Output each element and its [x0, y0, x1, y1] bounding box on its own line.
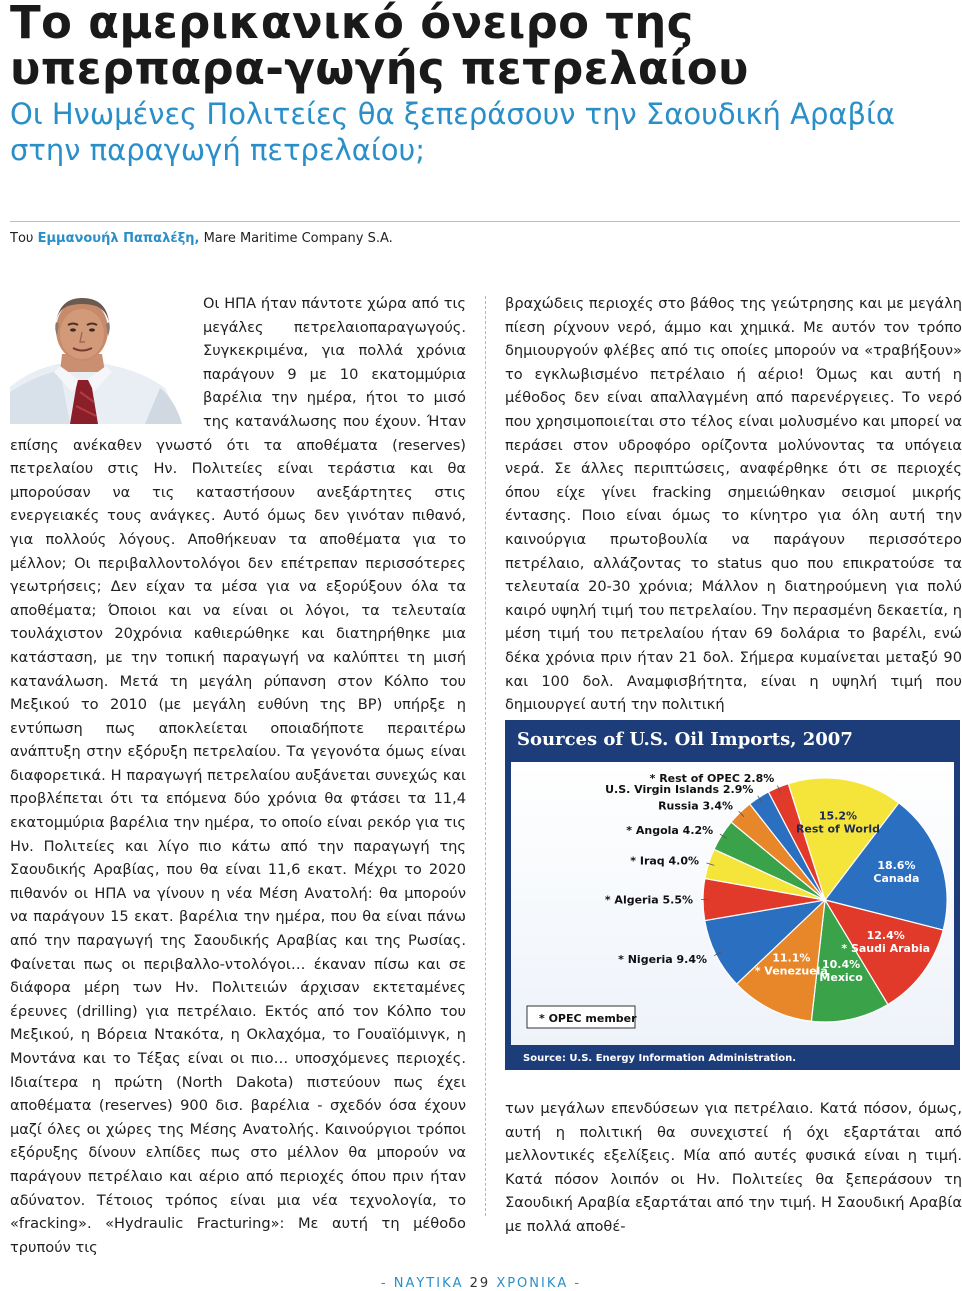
- opec-legend-text: * OPEC member: [539, 1012, 637, 1025]
- pie-label-russia: Russia 3.4%: [658, 799, 733, 813]
- footer-left: - ΝΑΥΤΙΚΑ: [380, 1276, 464, 1291]
- byline: [10, 231, 393, 246]
- author-photo: [10, 292, 195, 424]
- pie-label-algeria: * Algeria 5.5%: [604, 893, 693, 907]
- pie-label-iraq: * Iraq 4.0%: [630, 854, 699, 868]
- pie-label-u-s-virgin-islands: U.S. Virgin Islands 2.9%: [605, 783, 754, 797]
- pie-label-venezuela: 11.1% * Venezuela: [754, 951, 828, 978]
- article-column-2-bottom: [505, 1097, 962, 1239]
- article-column-2-top: [505, 292, 962, 717]
- page-footer: [0, 1276, 962, 1291]
- byline-company: Mare Maritime Company S.A.: [203, 231, 393, 246]
- page-number: 29: [469, 1276, 491, 1291]
- article-column-1: [10, 292, 466, 1259]
- chart-title: Sources of U.S. Oil Imports, 2007: [517, 729, 853, 750]
- column-2-text-top: βραχώδεις περιοχές στο βάθος της γεώτρησης και με μεγάλη πίεση ρίχνουν νερό, άμμο και χημικά. Με αυτόν τον τρόπο δημιουργούν φλέβες από τις οποίες μπορούν να «τραβήξουν» το εγκλωβισμένο πετρέλαιο ή αέριο! Όμως και αυτή η μέθοδος δεν είναι απαλλαγμένη από παρενέργειες. Το νερό που χρησιμοποιείται στο τέλος είναι μολυσμένο και μπορεί να περάσει στον υδροφόρο ορίζοντα μολύνοντας τα υπόγεια νερά. Σε άλλες περιπτώσεις, αναφέρθηκε ότι σε περιοχές όπου είχε γίνει fracking σημειώθηκαν σεισμοί μικρής έντασης. Ποιο είναι όμως το κίνητρο για όλη αυτή την καινούργια πρωτοβουλία να παράγουν περισσότερο πετρέλαιο, αλλάζοντας το status quo που επικρατούσε τα τελευταία 20-30 χρόνια; Μάλλον η διατηρούμενη για πολύ καιρό υψηλή τιμή του πετρελαίου. Την περασμένη δεκαετία, η μέση τιμή του πετρελαίου ήταν 69 δολάρια το βαρέλι, ενώ δέκα χρόνια πριν ήταν 21 δολ. Σήμερα κυμαίνεται μεταξύ 90 και 100 δολ. Αναμφισβήτητα, είναι η υψηλή τιμή που δημιουργεί αυτή την πολιτική: [505, 295, 962, 714]
- column-1-text: Οι ΗΠΑ ήταν πάντοτε χώρα από τις μεγάλες πετρελαιοπαραγωγούς. Συγκεκριμένα, για πολλά χρόνια παράγουν 9 με 10 εκατομμύρια βαρέλια την ημέρα, ήτοι το μισό της κατανάλωσης που έχουν. Ήταν επίσης ανέκαθεν γνωστό ότι τα αποθέματα (reserves) πετρελαίου στις Ην. Πολιτείες είναι τεράστια και θα μπορούσαν να τις καταστήσουν ανεξάρτητες στις ενεργειακές τους ανάγκες. Αυτό όμως δεν γινόταν πιθανό, για πολλούς λόγους. Αποθήκευαν τα αποθέματα για το μέλλον; Οι περιβαλλοντολόγοι δεν επέτρεπαν περισσότερες γεωτρήσεις; Δεν είχαν τα μέσα για να εξορύξουν όλα τα αποθέματα; Όποιοι και να είναι οι λόγοι, τα τελευταία τουλάχιστον 20χρόνια καθιερώθηκε και διατηρήθηκε μια κατάσταση, με την τοπική παραγωγή να καλύπτει τη μισή κατανάλωση. Μετά τη μεγάλη ρύπανση στον Κόλπο του Μεξικού το 2010 (με μεγάλη ευθύνη της BP) υπήρξε η εντύπωση πως αποκλείεται οποιαδήποτε περαιτέρω ανάπτυξη στην εξόρυξη πετρελαίου. Τα γεγονότα όμως είναι διαφορετικά. Η παραγωγή πετρελαίου αυξάνεται συνεχώς και προβλέπεται ότι τα επόμενα δύο χρόνια θα φτάσει τα 11,4 εκατομμύρια βαρέλια την ημέρα, το οποίο είναι ρεκόρ για τις Ην. Πολιτείες και λίγο πιο κάτω από την παραγωγή της Σαουδικής Αραβίας, που θα είναι 11,6 εκατ. Μέχρι το 2020 πιθανόν οι ΗΠΑ να γίνουν η νέα Μέση Ανατολή: θα μπορούν να παράγουν 15 εκατ. βαρέλια την ημέρα, που θα είναι πάνω από την παραγωγή της Σαουδικής Αραβίας και της Ρωσίας. Φαίνεται πως οι περιβαλλο-ντολόγοι… έκαναν πίσω και σε διάφορα μέρη των Ην. Πολιτειών άρχισαν εκτεταμένες έρευνες (drilling) για πετρέλαιο. Εκτός από τον Κόλπο του Μεξικού, η Βόρεια Ντακότα, η Οκλαχόμα, το Γουαϊόμινγκ, η Μοντάνα και το Τέξας είναι οι πιο… υποσχόμενες περιοχές. Ιδιαίτερα η πρώτη (North Dakota) πιστεύουν πως έχει αποθέματα (reserves) 900 δισ. βαρέλια - σχεδόν όσα έχουν μαζί όλες οι χώρες της Μέσης Ανατολής. Καινούργιοι τρόποι εξόρυξης δίνουν ελπίδες πως στο μέλλον θα μπορούν να παράγουν πετρέλαιο και αέριο από περιοχές όπου πριν ήταν αδύνατον. Τέτοιος τρόπος είναι μια νέα τεχνολογία, το «fracking». «Hydraulic Fracturing»: Με αυτή τη μέθοδο τρυπούν τις: [10, 295, 466, 1256]
- pie-label-canada: 18.6% Canada: [873, 859, 920, 886]
- chart-source: Source: U.S. Energy Information Administration.: [523, 1053, 797, 1064]
- byline-prefix: Του: [10, 231, 34, 246]
- byline-author: Εμμανουήλ Παπαλέξη,: [37, 231, 200, 246]
- pie-label-rest-of-world: 15.2% Rest of World: [795, 809, 881, 836]
- pie-label-angola: * Angola 4.2%: [626, 823, 714, 837]
- pie-label-mexico: 10.4% Mexico: [819, 957, 863, 984]
- article-subtitle: Οι Ηνωμένες Πολιτείες θα ξεπεράσουν την Σαουδική Αραβία στην παραγωγή πετρελαίου;: [10, 97, 895, 167]
- article-title: Το αμερικανικό όνειρο της υπερπαρα-γωγής πετρελαίου: [10, 0, 749, 95]
- column-2-text-bottom: των μεγάλων επενδύσεων για πετρέλαιο. Κατά πόσον, όμως, αυτή η πολιτική θα συνεχιστεί ή όχι εξαρτάται από μελλοντικές εξελίξεις. Μία από αυτές φυσικά είναι η τιμή. Κατά πόσον λοιπόν οι Ην. Πολιτείες θα ξεπεράσουν τη Σαουδική Αραβία εξαρτάται από την τιμή. Η Σαουδική Αραβία με πολλά αποθέ-: [505, 1100, 962, 1235]
- column-divider: [485, 296, 486, 1216]
- pie-label-saudi-arabia: 12.4% * Saudi Arabia: [841, 929, 931, 956]
- footer-right: ΧΡΟΝΙΚΑ -: [496, 1276, 582, 1291]
- pie-label-nigeria: * Nigeria 9.4%: [618, 953, 707, 967]
- pie-label-rest-of-opec: * Rest of OPEC 2.8%: [649, 772, 775, 786]
- oil-imports-pie-chart: [505, 720, 960, 1070]
- header-rule: [10, 221, 960, 222]
